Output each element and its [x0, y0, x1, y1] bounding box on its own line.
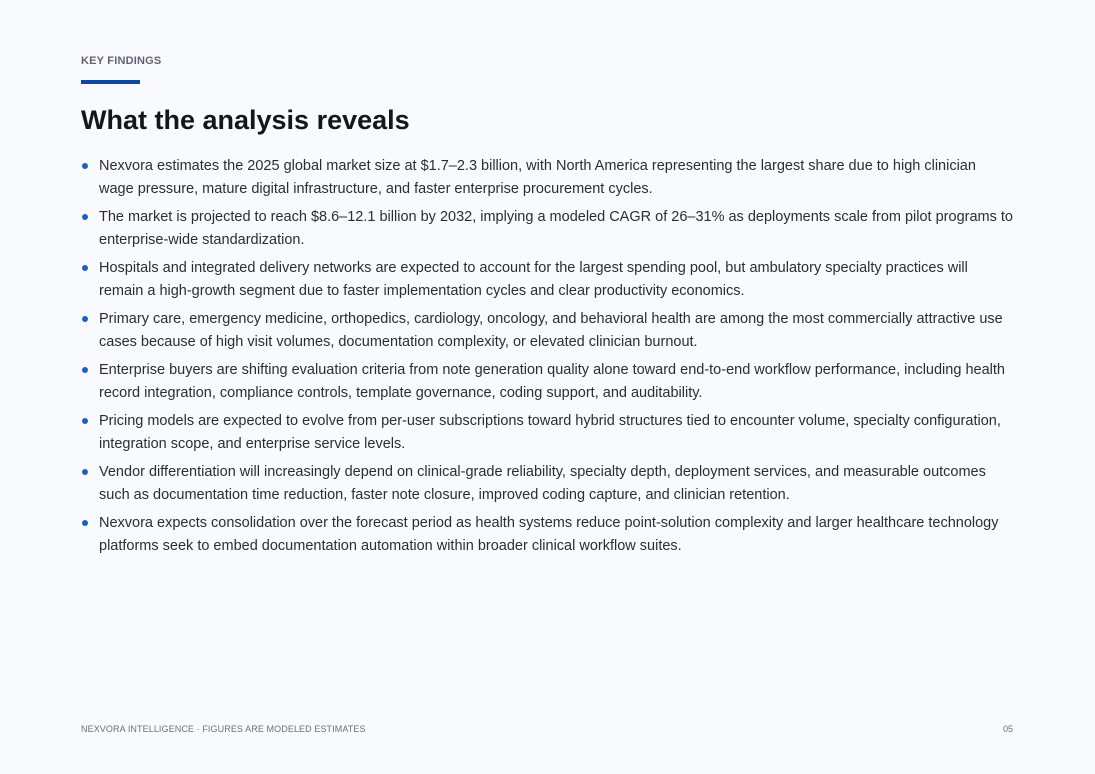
- bullet-icon: [82, 520, 88, 526]
- finding-item: [81, 512, 1013, 557]
- finding-item: [81, 410, 1013, 455]
- finding-item: [81, 206, 1013, 251]
- finding-text: Enterprise buyers are shifting evaluation criteria from note generation quality alone toward end-to-end workflow performance, including health record integration, compliance controls, template governance, coding support, and auditability.: [99, 362, 1005, 401]
- footer-source: NEXVORA INTELLIGENCE · FIGURES ARE MODELED ESTIMATES: [81, 724, 366, 734]
- page-number: 05: [1002, 724, 1013, 734]
- bullet-icon: [82, 469, 88, 475]
- findings-list: [81, 155, 1013, 563]
- finding-item: [81, 257, 1013, 302]
- finding-text: Pricing models are expected to evolve from per-user subscriptions toward hybrid structures tied to encounter volume, specialty configuration, integration scope, and enterprise service levels.: [99, 413, 1001, 452]
- bullet-icon: [82, 316, 88, 322]
- finding-item: [81, 461, 1013, 506]
- accent-bar: [81, 80, 140, 84]
- bullet-icon: [82, 418, 88, 424]
- finding-text: Primary care, emergency medicine, orthopedics, cardiology, oncology, and behavioral health are among the most commercially attractive use cases because of high visit volumes, documentation complexity, or elevated clinician burnout.: [99, 311, 1003, 350]
- bullet-icon: [82, 265, 88, 271]
- finding-item: [81, 308, 1013, 353]
- finding-text: Nexvora estimates the 2025 global market size at $1.7–2.3 billion, with North America representing the largest share due to high clinician wage pressure, mature digital infrastructure, and faster enterprise procurement cycles.: [99, 158, 976, 197]
- finding-text: The market is projected to reach $8.6–12.1 billion by 2032, implying a modeled CAGR of 26–31% as deployments scale from pilot programs to enterprise-wide standardization.: [99, 209, 1013, 248]
- bullet-icon: [82, 214, 88, 220]
- report-page: [81, 0, 1013, 774]
- finding-text: Hospitals and integrated delivery networks are expected to account for the largest spending pool, but ambulatory specialty practices will remain a high-growth segment due to faster implementation cycles and clear productivity economics.: [99, 260, 968, 299]
- finding-text: Vendor differentiation will increasingly depend on clinical-grade reliability, specialty depth, deployment services, and measurable outcomes such as documentation time reduction, faster note closure, improved coding capture, and clinician retention.: [99, 464, 986, 503]
- finding-item: [81, 155, 1013, 200]
- page-title: What the analysis reveals: [81, 105, 410, 135]
- finding-item: [81, 359, 1013, 404]
- finding-text: Nexvora expects consolidation over the forecast period as health systems reduce point-solution complexity and larger healthcare technology platforms seek to embed documentation automation within broader clinical workflow suites.: [99, 515, 999, 554]
- section-eyebrow: KEY FINDINGS: [81, 55, 162, 67]
- bullet-icon: [82, 163, 88, 169]
- bullet-icon: [82, 367, 88, 373]
